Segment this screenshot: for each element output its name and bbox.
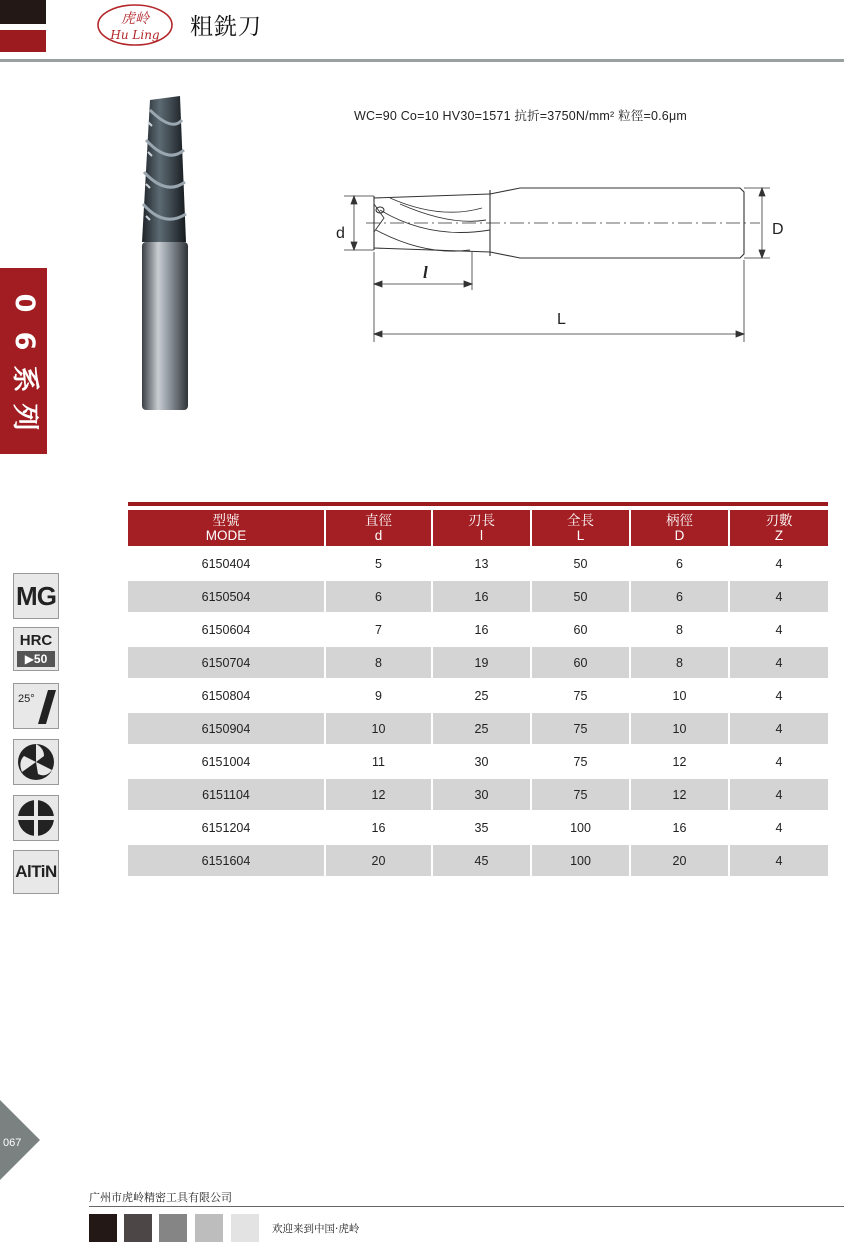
- cell-d: 12: [326, 777, 433, 810]
- cell-l: 30: [433, 744, 532, 777]
- hrc-icon: [13, 627, 59, 671]
- cell-D: 20: [631, 843, 730, 876]
- header-en: l: [480, 528, 483, 543]
- series-char: 6: [9, 331, 40, 351]
- helix-angle-label: 25°: [18, 693, 35, 705]
- color-swatch: [195, 1214, 223, 1242]
- cell-d: 7: [326, 612, 433, 645]
- color-swatch: [89, 1214, 117, 1242]
- header-cn: 柄徑: [666, 513, 693, 528]
- cell-D: 12: [631, 777, 730, 810]
- cell-model: 6151004: [128, 744, 326, 777]
- header-en: L: [576, 528, 585, 543]
- dim-label-d: d: [336, 225, 345, 242]
- header-cn: 型號: [212, 513, 240, 528]
- header-cn: 直徑: [365, 513, 392, 528]
- dim-label-l: l: [423, 263, 428, 282]
- cell-Z: 4: [730, 546, 828, 579]
- cell-D: 10: [631, 711, 730, 744]
- cell-l: 30: [433, 777, 532, 810]
- dimension-drawing: [330, 180, 800, 350]
- series-tab-label: [2, 284, 46, 436]
- col-header-flute-length: [433, 510, 532, 546]
- company-name: 广州市虎岭精密工具有限公司: [89, 1191, 232, 1204]
- cell-model: 6150604: [128, 612, 326, 645]
- coating-label: AlTiN: [15, 862, 57, 881]
- color-swatch: [159, 1214, 187, 1242]
- end-mill-photo: [128, 92, 198, 412]
- color-swatch: [124, 1214, 152, 1242]
- table-row: [128, 843, 828, 876]
- table-row: [128, 645, 828, 678]
- mg-icon: [13, 573, 59, 619]
- cell-l: 25: [433, 678, 532, 711]
- cell-Z: 4: [730, 612, 828, 645]
- cell-l: 25: [433, 711, 532, 744]
- table-header-row: [128, 510, 828, 546]
- table-row: [128, 579, 828, 612]
- header-divider: [0, 59, 844, 62]
- cell-l: 19: [433, 645, 532, 678]
- header-black-bar: [0, 0, 46, 24]
- color-swatch: [231, 1214, 259, 1242]
- cell-Z: 4: [730, 810, 828, 843]
- header-en: D: [674, 528, 685, 543]
- cell-D: 10: [631, 678, 730, 711]
- cell-d: 9: [326, 678, 433, 711]
- col-header-flutes: [730, 510, 828, 546]
- cell-l: 45: [433, 843, 532, 876]
- cell-D: 12: [631, 744, 730, 777]
- table-row: [128, 777, 828, 810]
- cell-D: 8: [631, 612, 730, 645]
- cell-model: 6151104: [128, 777, 326, 810]
- cell-L: 100: [532, 843, 631, 876]
- logo-text-cn: 虎岭: [121, 11, 149, 27]
- cell-d: 10: [326, 711, 433, 744]
- cell-model: 6150704: [128, 645, 326, 678]
- header-cn: 全長: [567, 513, 594, 528]
- welcome-text: 欢迎来到中国·虎岭: [272, 1223, 360, 1235]
- header-red-bar: [0, 30, 46, 52]
- cell-d: 16: [326, 810, 433, 843]
- cell-L: 50: [532, 546, 631, 579]
- mg-icon-label: MG: [16, 581, 56, 611]
- dim-label-L: L: [557, 311, 566, 328]
- cell-model: 6151604: [128, 843, 326, 876]
- four-flute-icon: [13, 795, 59, 841]
- cell-L: 60: [532, 612, 631, 645]
- header-cn: 刃數: [765, 513, 793, 528]
- cell-d: 5: [326, 546, 433, 579]
- cell-model: 6150504: [128, 579, 326, 612]
- cell-L: 75: [532, 777, 631, 810]
- cell-model: 6151204: [128, 810, 326, 843]
- cell-L: 50: [532, 579, 631, 612]
- table-row: [128, 612, 828, 645]
- page-title: 粗銑刀: [190, 14, 262, 40]
- altin-coating-icon: [13, 850, 59, 894]
- dim-label-D: D: [772, 221, 784, 238]
- table-row: [128, 546, 828, 579]
- cell-d: 6: [326, 579, 433, 612]
- header-cn: 刃長: [468, 513, 495, 528]
- cell-Z: 4: [730, 843, 828, 876]
- huling-logo: [96, 3, 174, 47]
- col-header-model: [128, 510, 326, 546]
- col-header-shank-diameter: [631, 510, 730, 546]
- table-top-rule: [128, 502, 828, 506]
- cell-d: 20: [326, 843, 433, 876]
- cell-L: 75: [532, 711, 631, 744]
- cell-model: 6150904: [128, 711, 326, 744]
- cell-d: 8: [326, 645, 433, 678]
- footer-divider: [89, 1206, 844, 1207]
- col-header-diameter: [326, 510, 433, 546]
- table-row: [128, 678, 828, 711]
- logo-text-en: Hu Ling: [110, 28, 160, 42]
- cell-l: 16: [433, 579, 532, 612]
- cell-Z: 4: [730, 579, 828, 612]
- cell-model: 6150404: [128, 546, 326, 579]
- cell-Z: 4: [730, 645, 828, 678]
- cell-Z: 4: [730, 678, 828, 711]
- cell-D: 8: [631, 645, 730, 678]
- header-en: d: [374, 528, 383, 543]
- cell-L: 75: [532, 678, 631, 711]
- hrc-icon-label: HRC: [19, 632, 53, 649]
- table-row: [128, 810, 828, 843]
- three-flute-icon: [13, 739, 59, 785]
- cell-D: 16: [631, 810, 730, 843]
- series-char: 系: [9, 365, 40, 393]
- cell-Z: 4: [730, 777, 828, 810]
- spec-table: [128, 510, 828, 876]
- helix-angle-icon: [13, 683, 59, 729]
- cell-Z: 4: [730, 711, 828, 744]
- cell-L: 100: [532, 810, 631, 843]
- cell-D: 6: [631, 579, 730, 612]
- cell-Z: 4: [730, 744, 828, 777]
- col-header-overall-length: [532, 510, 631, 546]
- header-en: MODE: [205, 528, 247, 543]
- table-row: [128, 711, 828, 744]
- cell-l: 35: [433, 810, 532, 843]
- table-row: [128, 744, 828, 777]
- cell-model: 6150804: [128, 678, 326, 711]
- header-en: Z: [774, 528, 784, 543]
- cell-l: 13: [433, 546, 532, 579]
- page-number: 067: [3, 1137, 22, 1149]
- cell-d: 11: [326, 744, 433, 777]
- series-char: 0: [9, 293, 40, 313]
- material-spec: WC=90 Co=10 HV30=1571 抗折=3750N/mm² 粒徑=0.6μm: [354, 109, 687, 123]
- cell-L: 60: [532, 645, 631, 678]
- cell-l: 16: [433, 612, 532, 645]
- series-char: 列: [9, 403, 40, 431]
- cell-D: 6: [631, 546, 730, 579]
- hrc-icon-value: ▶50: [17, 651, 55, 667]
- cell-L: 75: [532, 744, 631, 777]
